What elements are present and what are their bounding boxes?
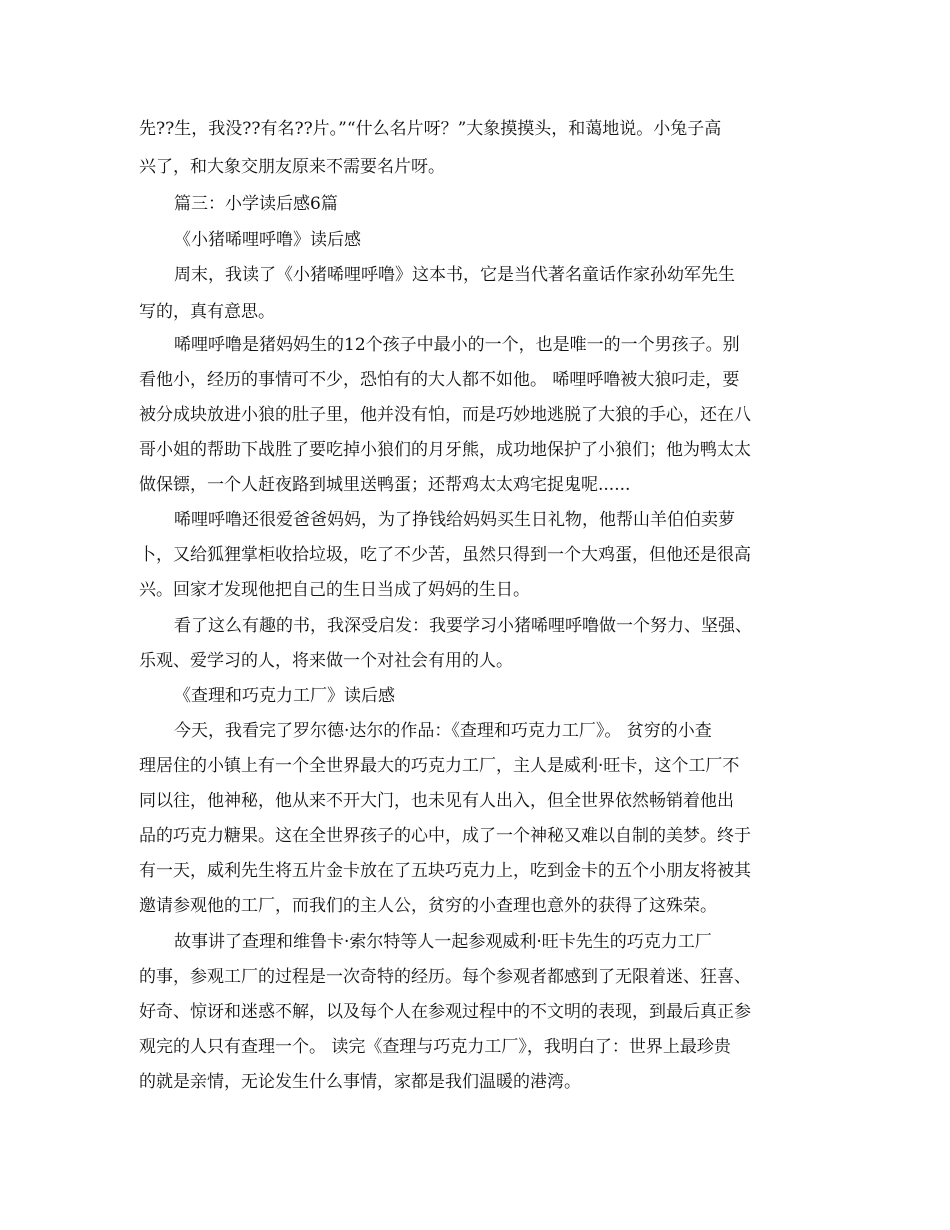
article-title: 《查理和巧克力工厂》读后感	[174, 686, 395, 706]
text-line: 乐观、爱学习的人，将来做一个对社会有用的人。	[139, 651, 513, 671]
text-line: 看了这么有趣的书，我深受启发：我要学习小猪唏哩呼噜做一个努力、坚强、	[174, 616, 752, 636]
text-line: 的事，参观工厂的过程是一次奇特的经历。每个参观者都感到了无限着迷、狂喜、	[139, 967, 751, 987]
text-line: 故事讲了查理和维鲁卡·索尔特等人一起参观威利·旺卡先生的巧克力工厂	[174, 932, 712, 952]
text-line: 有一天，威利先生将五片金卡放在了五块巧克力上，吃到金卡的五个小朋友将被其	[139, 861, 751, 881]
text-line: 周末，我读了《小猪唏哩呼噜》这本书，它是当代著名童话作家孙幼军先生	[174, 265, 735, 285]
text-line: 今天，我看完了罗尔德·达尔的作品：《查理和巧克力工厂》。 贫穷的小查	[174, 721, 712, 741]
text-line: 哥小姐的帮助下战胜了要吃掉小狼们的月牙熊，成功地保护了小狼们；他为鸭太太	[139, 440, 751, 460]
text-line: 唏哩呼噜是猪妈妈生的12个孩子中最小的一个，也是唯一的一个男孩子。别	[174, 335, 740, 355]
text-line: 理居住的小镇上有一个全世界最大的巧克力工厂，主人是威利·旺卡，这个工厂不	[139, 756, 740, 776]
text-line: 品的巧克力糖果。这在全世界孩子的心中，成了一个神秘又难以自制的美梦。终于	[139, 826, 751, 846]
text-line: 看他小，经历的事情可不少，恐怕有的大人都不如他。 唏哩呼噜被大狼叼走，要	[139, 370, 740, 390]
text-line: 唏哩呼噜还很爱爸爸妈妈，为了挣钱给妈妈买生日礼物，他帮山羊伯伯卖萝	[174, 510, 735, 530]
text-line: 做保镖，一个人赶夜路到城里送鸭蛋；还帮鸡太太鸡宅捉鬼呢......	[139, 475, 631, 495]
text-line: 被分成块放进小狼的肚子里，他并没有怕，而是巧妙地逃脱了大狼的手心，还在八	[139, 405, 751, 425]
text-line: 卜，又给狐狸掌柜收拾垃圾，吃了不少苦，虽然只得到一个大鸡蛋，但他还是很高	[139, 545, 751, 565]
article-title: 《小猪唏哩呼噜》读后感	[174, 230, 361, 250]
text-line: 邀请参观他的工厂，而我们的主人公，贫穷的小查理也意外的获得了这殊荣。	[139, 896, 717, 916]
section-heading: 篇三：小学读后感6篇	[174, 194, 338, 214]
text-line: 写的，真有意思。	[139, 302, 275, 322]
text-line: 兴。回家才发现他把自己的生日当成了妈妈的生日。	[139, 580, 530, 600]
text-line: 观完的人只有查理一个。 读完《查理与巧克力工厂》，我明白了：世界上最珍贵	[139, 1037, 731, 1057]
text-line: 兴了，和大象交朋友原来不需要名片呀。	[139, 157, 445, 177]
text-line: 先??生，我没??有名??片。”“什么名片呀？”大象摸摸头，和蔼地说。小兔子高	[139, 119, 722, 139]
text-line: 的就是亲情，无论发生什么事情，家都是我们温暖的港湾。	[139, 1072, 581, 1092]
text-line: 好奇、惊讶和迷惑不解，以及每个人在参观过程中的不文明的表现，到最后真正参	[139, 1002, 751, 1022]
text-line: 同以往，他神秘，他从来不开大门，也未见有人出入，但全世界依然畅销着他出	[139, 791, 734, 811]
